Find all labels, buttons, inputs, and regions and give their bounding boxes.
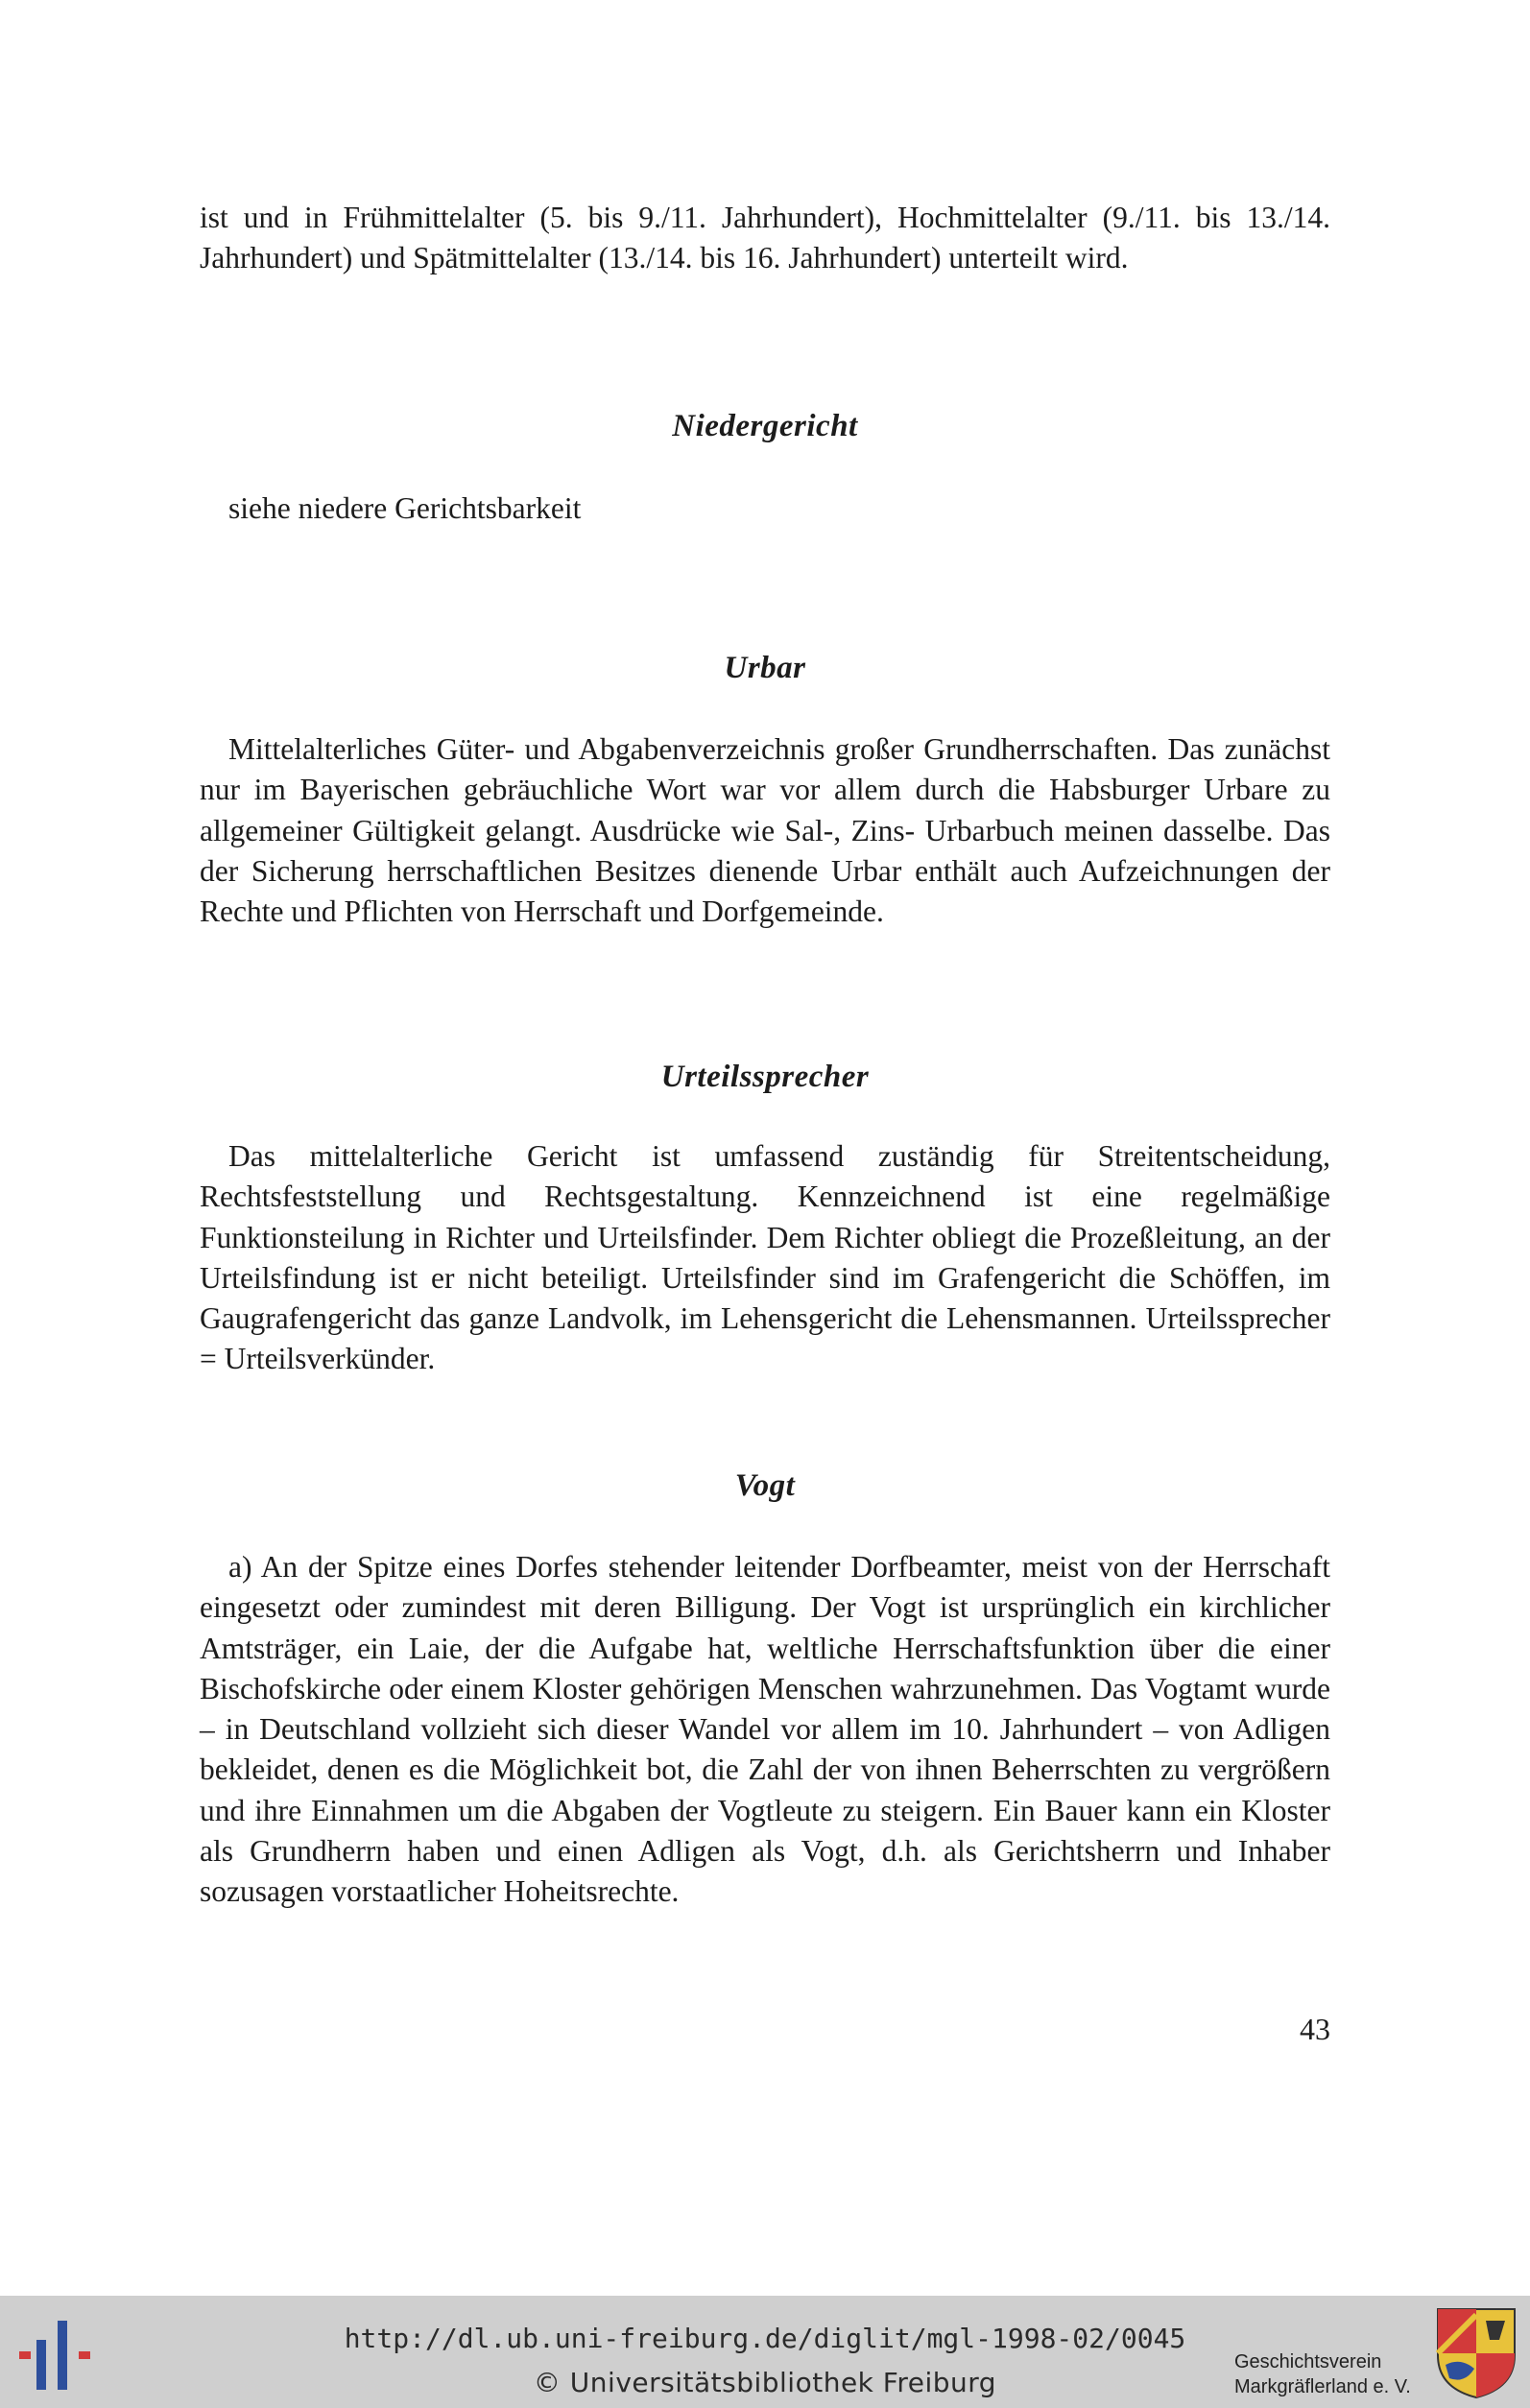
footer-url-link[interactable]: http://dl.ub.uni-freiburg.de/diglit/mgl-1998-02/0045 xyxy=(344,2323,1186,2354)
coat-of-arms-icon[interactable] xyxy=(1436,2307,1517,2404)
entry-heading-urteilssprecher: Urteilssprecher xyxy=(660,1060,870,1094)
page-number: 43 xyxy=(1300,2012,1330,2046)
entry-text-urbar: Mittelalterliches Güter- und Abgabenverzeichnis großer Grundherrschaften. Das zunächst nur im Bayerischen gebräuchliche Wort war vor allem durch die Habsburger Urbare zu allgemeiner Gültigkeit gelangt. Ausdrücke wie Sal-, Zins- Urbarbuch meinen dasselbe. Das der Sicherung herrschaftlichen Besitzes dienende Urbar enthält auch Aufzeichnungen der Rechte und Pflichten von Herrschaft und Dorfgemeinde. xyxy=(200,732,1330,929)
entry-heading-vogt: Vogt xyxy=(734,1468,796,1503)
society-name-line2: Markgräflerland e. V. xyxy=(1234,2376,1411,2397)
entry-heading-urbar: Urbar xyxy=(724,651,806,685)
entry-text-vogt: a) An der Spitze eines Dorfes stehender leitender Dorfbeamter, meist von der Herrschaft eingesetzt oder zumindest mit deren Billigung. Der Vogt ist ursprünglich ein kirchlicher Amtsträger, ein Laie, der die Aufgabe hat, weltliche Herrschaftsfunktion über die einer Bischofskirche oder einem Kloster gehörigen Menschen wahrzunehmen. Das Vogtamt wurde – in Deutschland vollzieht sich dieser Wandel vor allem im 10. Jahrhundert – von Adligen bekleidet, denen es die Möglichkeit bot, die Zahl der von ihnen Beherrschten zu vergrößern und ihre Einnahmen um die Abgaben der Vogtleute zu steigern. Ein Bauer kann ein Kloster als Grundherrn haben und einen Adligen als Vogt, d.h. als Gerichtsherrn und Inhaber sozusagen vorstaatlicher Hoheitsrechte. xyxy=(200,1550,1330,1909)
entry-heading-niedergericht: Niedergericht xyxy=(672,409,858,443)
intro-paragraph: ist und in Frühmittelalter (5. bis 9./11. Jahrhundert), Hochmittelalter (9./11. bis 13./14. Jahrhundert) und Spätmittelalter (13./14. bis 16. Jahrhundert) unterteilt wird. xyxy=(200,201,1330,275)
entry-text-niedergericht: siehe niedere Gerichtsbarkeit xyxy=(228,491,582,525)
footer-copyright: © Universitätsbibliothek Freiburg xyxy=(533,2367,997,2398)
society-name-line1: Geschichtsverein xyxy=(1234,2351,1382,2372)
entry-text-urteilssprecher: Das mittelalterliche Gericht ist umfassend zuständig für Streitentscheidung, Rechtsfeststellung und Rechtsgestaltung. Kennzeichnend ist eine regelmäßige Funktionsteilung in Richter und Urteilsfinder. Dem Richter obliegt die Prozeßleitung, an der Urteilsfindung ist er nicht beteiligt. Urteilsfinder sind im Grafengericht die Schöffen, im Gaugrafengericht das ganze Landvolk, im Lehensgericht die Lehensmannen. Urteilssprecher = Urteilsverkünder. xyxy=(200,1139,1330,1376)
